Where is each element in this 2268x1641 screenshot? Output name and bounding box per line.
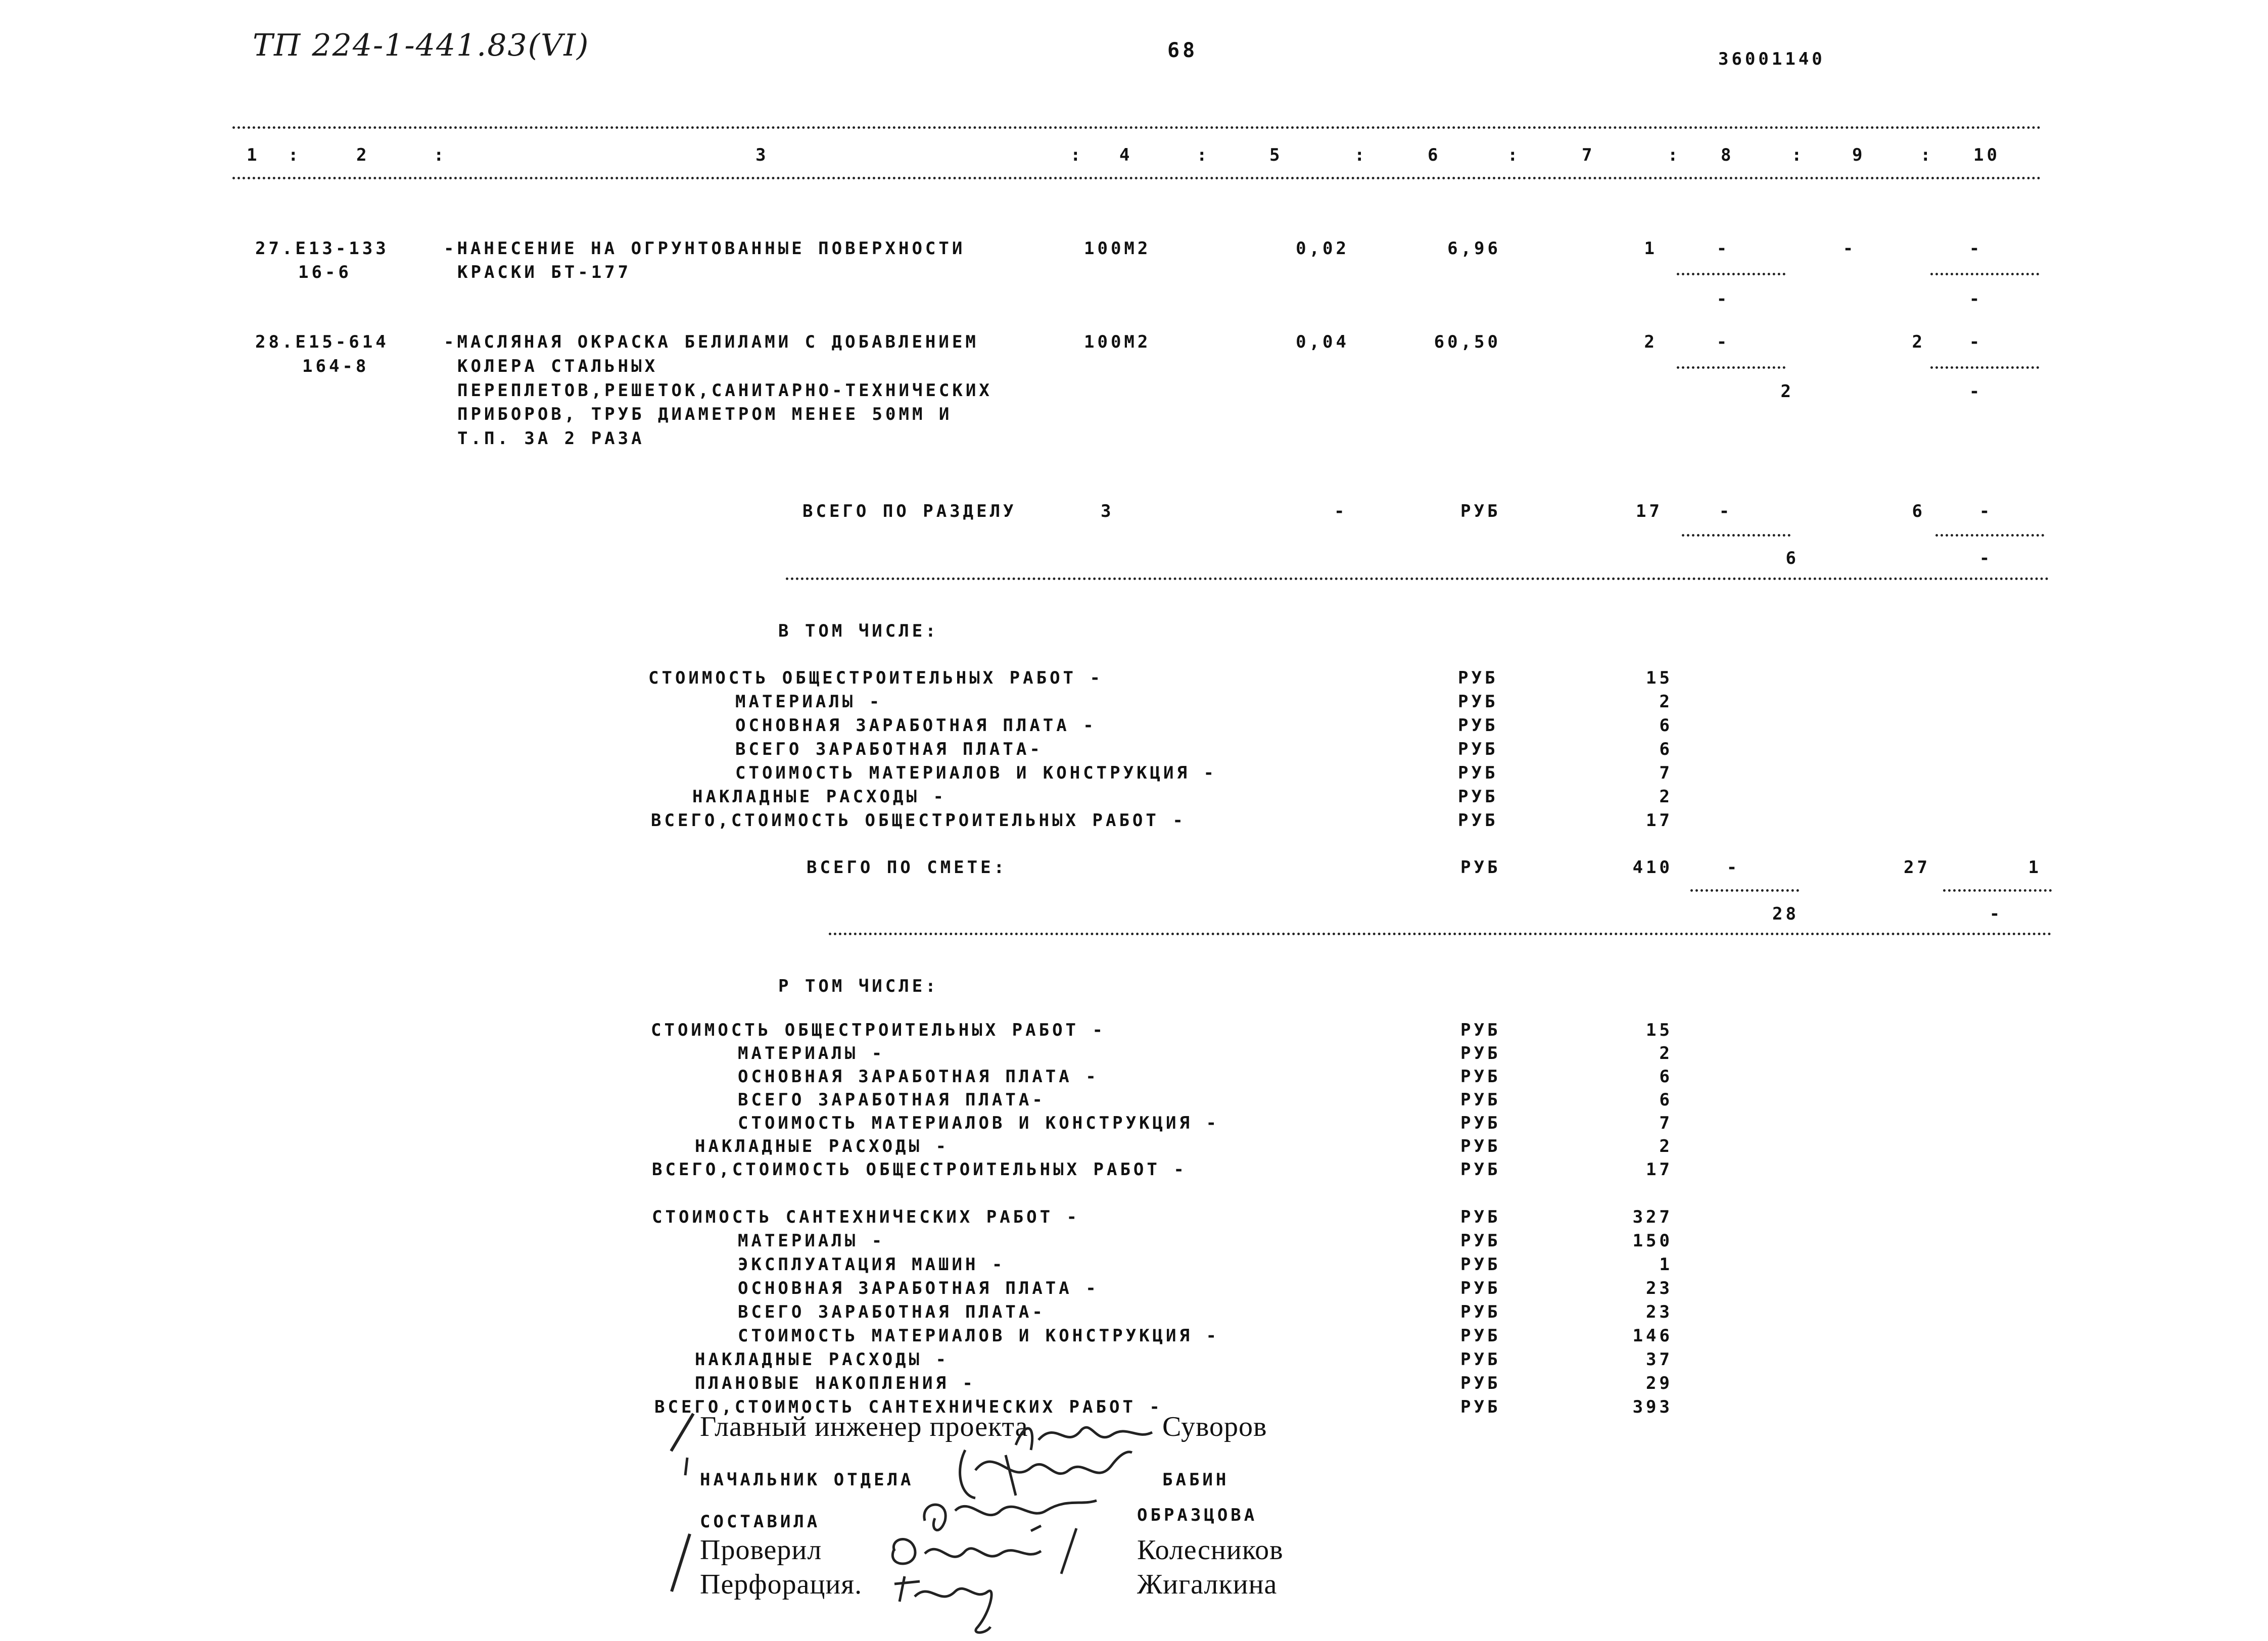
col-header-9: 9 bbox=[1852, 145, 1866, 165]
col-sep: : bbox=[1668, 145, 1681, 165]
section-total-col10-top: - bbox=[1979, 501, 1993, 521]
section-total-col6: РУБ bbox=[1460, 501, 1501, 521]
breakdown-label: СТОИМОСТЬ ОБЩЕСТРОИТЕЛЬНЫХ РАБОТ - bbox=[651, 1020, 1106, 1040]
estimate-total-col8-top: - bbox=[1726, 857, 1740, 878]
margin-slash-mark bbox=[665, 1531, 700, 1597]
breakdown-label: МАТЕРИАЛЫ - bbox=[735, 692, 883, 712]
breakdown-value: 393 bbox=[1632, 1397, 1673, 1417]
breakdown-label: ВСЕГО ЗАРАБОТНАЯ ПЛАТА- bbox=[738, 1302, 1046, 1322]
breakdown-value: 6 bbox=[1659, 739, 1673, 759]
breakdown-label: ВСЕГО,СТОИМОСТЬ ОБЩЕСТРОИТЕЛЬНЫХ РАБОТ - bbox=[652, 1160, 1187, 1180]
breakdown-unit: РУБ bbox=[1460, 1113, 1501, 1133]
breakdown-label: ОСНОВНАЯ ЗАРАБОТНАЯ ПЛАТА - bbox=[738, 1067, 1099, 1087]
checked-by-label: Проверил bbox=[700, 1534, 822, 1566]
breakdown-unit: РУБ bbox=[1460, 1349, 1501, 1370]
breakdown-label: МАТЕРИАЛЫ - bbox=[738, 1231, 885, 1251]
breakdown-unit: РУБ bbox=[1460, 1254, 1501, 1275]
breakdown-unit: РУБ bbox=[1458, 668, 1498, 688]
col-sep: : bbox=[1920, 145, 1934, 165]
row-col8-top: - bbox=[1716, 238, 1730, 259]
col-header-3: 3 bbox=[755, 145, 769, 165]
margin-slash-mark bbox=[662, 1410, 702, 1455]
breakdown-label: ВСЕГО,СТОИМОСТЬ ОБЩЕСТРОИТЕЛЬНЫХ РАБОТ - bbox=[651, 810, 1186, 831]
breakdown-value: 2 bbox=[1659, 692, 1673, 712]
breakdown-label: ОСНОВНАЯ ЗАРАБОТНАЯ ПЛАТА - bbox=[735, 715, 1097, 736]
fraction-rule bbox=[1690, 889, 1799, 892]
col-header-5: 5 bbox=[1269, 145, 1283, 165]
fraction-rule bbox=[1930, 273, 2039, 275]
breakdown-unit: РУБ bbox=[1460, 1020, 1501, 1040]
row-col8-top: - bbox=[1716, 332, 1730, 352]
dept-head-label: НАЧАЛЬНИК ОТДЕЛА bbox=[700, 1470, 914, 1490]
col-sep: : bbox=[288, 145, 302, 165]
row-desc-line: КРАСКИ БТ-177 bbox=[457, 262, 632, 282]
breakdown-value: 23 bbox=[1646, 1302, 1673, 1322]
breakdown-value: 6 bbox=[1659, 715, 1673, 736]
row-desc-line: ПЕРЕПЛЕТОВ,РЕШЕТОК,САНИТАРНО-ТЕХНИЧЕСКИХ bbox=[457, 380, 993, 401]
margin-tick-mark bbox=[677, 1455, 697, 1480]
breakdown-unit: РУБ bbox=[1460, 1043, 1501, 1064]
breakdown-label: ПЛАНОВЫЕ НАКОПЛЕНИЯ - bbox=[695, 1373, 976, 1393]
perforation-label: Перфорация. bbox=[700, 1569, 863, 1600]
row-desc-line: -НАНЕСЕНИЕ НА ОГРУНТОВАННЫЕ ПОВЕРХНОСТИ bbox=[444, 238, 966, 259]
breakdown-unit: РУБ bbox=[1460, 1160, 1501, 1180]
breakdown-value: 146 bbox=[1632, 1326, 1673, 1346]
row-desc-line: Т.П. ЗА 2 РАЗА bbox=[457, 428, 645, 449]
row-col10-bottom: - bbox=[1969, 381, 1983, 402]
row-unit: 100М2 bbox=[1084, 238, 1151, 259]
breakdown-value: 1 bbox=[1659, 1254, 1673, 1275]
row-code: 28.Е15-614 bbox=[255, 332, 389, 352]
breakdown-label: СТОИМОСТЬ САНТЕХНИЧЕСКИХ РАБОТ - bbox=[652, 1207, 1080, 1227]
breakdown-value: 327 bbox=[1632, 1207, 1673, 1227]
row-desc-line: -МАСЛЯНАЯ ОКРАСКА БЕЛИЛАМИ С ДОБАВЛЕНИЕМ bbox=[444, 332, 979, 352]
fraction-rule bbox=[1682, 534, 1790, 537]
breakdown-unit: РУБ bbox=[1458, 787, 1498, 807]
col-sep: : bbox=[434, 145, 447, 165]
breakdown-unit: РУБ bbox=[1460, 1302, 1501, 1322]
fraction-rule bbox=[1930, 366, 2039, 369]
col-header-10: 10 bbox=[1973, 145, 2000, 165]
perforation-name: Жигалкина bbox=[1137, 1569, 1278, 1600]
breakdown-unit: РУБ bbox=[1460, 1136, 1501, 1156]
breakdown-unit: РУБ bbox=[1460, 1326, 1501, 1346]
breakdown-label: НАКЛАДНЫЕ РАСХОДЫ - bbox=[695, 1349, 949, 1370]
breakdown-unit: РУБ bbox=[1460, 1231, 1501, 1251]
row-desc-line: ПРИБОРОВ, ТРУБ ДИАМЕТРОМ МЕНЕЕ 50ММ И bbox=[457, 404, 953, 424]
section-total-label: ВСЕГО ПО РАЗДЕЛУ bbox=[802, 501, 1017, 521]
section-total-col9: 6 bbox=[1912, 501, 1925, 521]
estimate-total-col10-bottom: - bbox=[1989, 904, 2003, 924]
section-total-col8-bottom: 6 bbox=[1785, 548, 1799, 568]
section-total-col4: 3 bbox=[1101, 501, 1114, 521]
col-sep: : bbox=[1070, 145, 1084, 165]
breakdown-unit: РУБ bbox=[1458, 763, 1498, 783]
estimate-total-col10-top: 1 bbox=[2028, 857, 2042, 878]
col-header-6: 6 bbox=[1428, 145, 1441, 165]
chief-engineer-label: Главный инженер проекта bbox=[700, 1411, 1028, 1442]
section-total-col7: 17 bbox=[1636, 501, 1663, 521]
breakdown-unit: РУБ bbox=[1458, 715, 1498, 736]
breakdown-value: 2 bbox=[1659, 1043, 1673, 1064]
page-number: 68 bbox=[1167, 39, 1198, 62]
breakdown-label: НАКЛАДНЫЕ РАСХОДЫ - bbox=[692, 787, 947, 807]
header-top-rule bbox=[232, 126, 2042, 129]
breakdown-value: 15 bbox=[1646, 1020, 1673, 1040]
compiled-by-name: ОБРАЗЦОВА bbox=[1137, 1505, 1258, 1525]
col-header-1: 1 bbox=[247, 145, 260, 165]
col-header-4: 4 bbox=[1119, 145, 1133, 165]
row-col7: 2 bbox=[1644, 332, 1658, 352]
estimate-total-col9: 27 bbox=[1904, 857, 1930, 878]
compiled-by-label: СОСТАВИЛА bbox=[700, 1512, 821, 1532]
estimate-total-col8-bottom: 28 bbox=[1772, 904, 1799, 924]
breakdown-unit: РУБ bbox=[1460, 1373, 1501, 1393]
breakdown-value: 7 bbox=[1659, 1113, 1673, 1133]
document-code: ТП 224-1-441.83(VI) bbox=[253, 28, 590, 63]
row-col10-bottom: - bbox=[1969, 289, 1983, 309]
breakdown-label: ОСНОВНАЯ ЗАРАБОТНАЯ ПЛАТА - bbox=[738, 1278, 1099, 1298]
row-qty: 0,04 bbox=[1296, 332, 1349, 352]
breakdown-value: 29 bbox=[1646, 1373, 1673, 1393]
breakdown-unit: РУБ bbox=[1458, 692, 1498, 712]
chief-engineer-name: Суворов bbox=[1162, 1411, 1267, 1442]
col-header-8: 8 bbox=[1721, 145, 1734, 165]
breakdown-value: 37 bbox=[1646, 1349, 1673, 1370]
breakdown-label: ВСЕГО ЗАРАБОТНАЯ ПЛАТА- bbox=[735, 739, 1043, 759]
row-col8-bottom: 2 bbox=[1780, 381, 1794, 402]
section-separator-rule bbox=[786, 577, 2049, 580]
row-qty: 0,02 bbox=[1296, 238, 1349, 259]
breakdown-unit: РУБ bbox=[1458, 739, 1498, 759]
col-sep: : bbox=[1354, 145, 1368, 165]
header-bottom-rule bbox=[232, 177, 2042, 179]
breakdown-value: 7 bbox=[1659, 763, 1673, 783]
estimate-total-col6: РУБ bbox=[1460, 857, 1501, 878]
breakdown-label: НАКЛАДНЫЕ РАСХОДЫ - bbox=[695, 1136, 949, 1156]
breakdown-label: ВСЕГО ЗАРАБОТНАЯ ПЛАТА- bbox=[738, 1090, 1046, 1110]
section-total-col10-bottom: - bbox=[1979, 548, 1993, 568]
row-col9: 2 bbox=[1912, 332, 1925, 352]
breakdown-unit: РУБ bbox=[1460, 1397, 1501, 1417]
breakdown-unit: РУБ bbox=[1458, 810, 1498, 831]
estimate-total-col7: 410 bbox=[1632, 857, 1673, 878]
fraction-rule bbox=[1943, 889, 2052, 892]
breakdown-label: СТОИМОСТЬ МАТЕРИАЛОВ И КОНСТРУКЦИЯ - bbox=[738, 1113, 1219, 1133]
document-id: 36001140 bbox=[1718, 49, 1825, 69]
checked-by-name: Колесников bbox=[1137, 1534, 1284, 1566]
breakdown-label: ЭКСПЛУАТАЦИЯ МАШИН - bbox=[738, 1254, 1006, 1275]
fraction-rule bbox=[1677, 366, 1785, 369]
row-col8-bottom: - bbox=[1716, 289, 1730, 309]
row-subcode: 16-6 bbox=[298, 262, 352, 282]
row-col10-top: - bbox=[1969, 238, 1983, 259]
breakdown-value: 6 bbox=[1659, 1090, 1673, 1110]
estimate-separator-rule bbox=[829, 933, 2052, 935]
row-col9: - bbox=[1842, 238, 1857, 259]
breakdown-value: 17 bbox=[1646, 1160, 1673, 1180]
col-sep: : bbox=[1791, 145, 1805, 165]
section-total-col5: - bbox=[1334, 501, 1348, 521]
breakdown-unit: РУБ bbox=[1460, 1090, 1501, 1110]
breakdown-label: СТОИМОСТЬ МАТЕРИАЛОВ И КОНСТРУКЦИЯ - bbox=[735, 763, 1217, 783]
col-sep: : bbox=[1197, 145, 1210, 165]
dept-head-name: БАБИН bbox=[1162, 1470, 1230, 1490]
breakdown-label: СТОИМОСТЬ МАТЕРИАЛОВ И КОНСТРУКЦИЯ - bbox=[738, 1326, 1219, 1346]
row-price: 60,50 bbox=[1434, 332, 1501, 352]
row-unit: 100М2 bbox=[1084, 332, 1151, 352]
row-subcode: 164-8 bbox=[302, 356, 369, 376]
breakdown-value: 2 bbox=[1659, 1136, 1673, 1156]
row-price: 6,96 bbox=[1447, 238, 1501, 259]
breakdown-heading: Р ТОМ ЧИСЛЕ: bbox=[778, 976, 939, 996]
breakdown-value: 15 bbox=[1646, 668, 1673, 688]
breakdown-value: 17 bbox=[1646, 810, 1673, 831]
breakdown-unit: РУБ bbox=[1460, 1278, 1501, 1298]
estimate-total-label: ВСЕГО ПО СМЕТЕ: bbox=[807, 857, 1008, 878]
breakdown-unit: РУБ bbox=[1460, 1067, 1501, 1087]
col-sep: : bbox=[1507, 145, 1521, 165]
breakdown-value: 150 bbox=[1632, 1231, 1673, 1251]
row-col7: 1 bbox=[1644, 238, 1658, 259]
row-code: 27.Е13-133 bbox=[255, 238, 389, 259]
section-total-col8-top: - bbox=[1719, 501, 1733, 521]
breakdown-label: ВСЕГО,СТОИМОСТЬ САНТЕХНИЧЕСКИХ РАБОТ - bbox=[654, 1397, 1163, 1417]
breakdown-unit: РУБ bbox=[1460, 1207, 1501, 1227]
breakdown-value: 6 bbox=[1659, 1067, 1673, 1087]
breakdown-label: МАТЕРИАЛЫ - bbox=[738, 1043, 885, 1064]
col-header-7: 7 bbox=[1582, 145, 1595, 165]
fraction-rule bbox=[1935, 534, 2044, 537]
row-col10-top: - bbox=[1969, 332, 1983, 352]
fraction-rule bbox=[1677, 273, 1785, 275]
row-desc-line: КОЛЕРА СТАЛЬНЫХ bbox=[457, 356, 658, 376]
breakdown-value: 2 bbox=[1659, 787, 1673, 807]
breakdown-label: СТОИМОСТЬ ОБЩЕСТРОИТЕЛЬНЫХ РАБОТ - bbox=[648, 668, 1103, 688]
breakdown-value: 23 bbox=[1646, 1278, 1673, 1298]
perforation-signature bbox=[889, 1561, 1021, 1637]
breakdown-heading: В ТОМ ЧИСЛЕ: bbox=[778, 621, 939, 641]
col-header-2: 2 bbox=[356, 145, 370, 165]
